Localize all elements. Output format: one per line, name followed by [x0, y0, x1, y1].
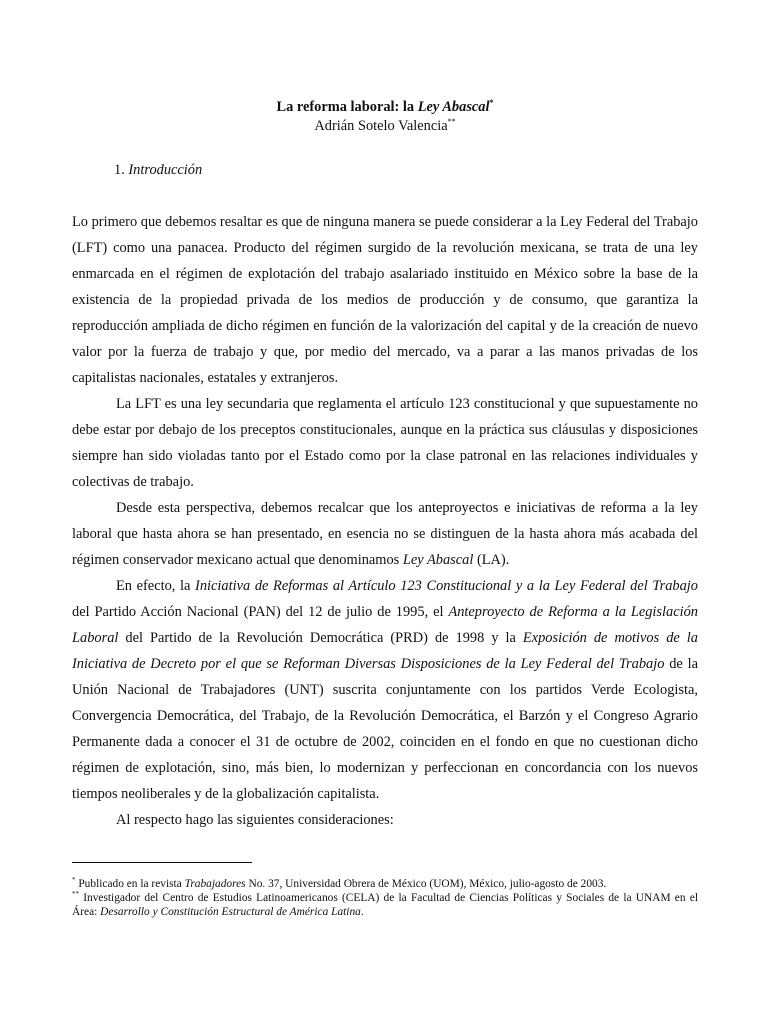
footnote-divider [72, 862, 252, 863]
title-block [72, 98, 698, 136]
paragraph-3-italic: Ley Abascal [402, 552, 474, 568]
paragraph-4-italic-3: Exposición de motivos de la Iniciativa de Decreto por el que se Reforman Diversas Disposiciones de la Ley Federal del Trabajo [72, 630, 698, 672]
paragraph-4-italic-1: Iniciativa de Reformas al Artículo 123 Constitucional y a la Ley Federal del Trabajo [195, 578, 698, 594]
document-title [72, 98, 698, 117]
paragraph-4-text-a: En efecto, la [116, 578, 196, 594]
title-italic: Ley Abascal [417, 99, 490, 115]
footnote-2-italic: Desarrollo y Constitución Estructural de América Latina [100, 906, 361, 918]
footnote-1 [72, 877, 698, 891]
paragraph-4 [72, 573, 698, 807]
footnote-2-text-b: . [360, 906, 364, 918]
paragraph-3 [72, 495, 698, 573]
paragraph-4-text-d: de la Unión Nacional de Trabajadores (UNT) suscrita conjuntamente con los partidos Verde Ecologista, Convergencia Democrática, del Trabajo, de la Revolución Democrática, el Barzón y el Congreso Agrario Permanente dada a conocer el 31 de octubre de 2002, coinciden en el fondo en que no cuestionan dicho régimen de explotación, sino, más bien, lo modernizan y perfeccionan en concordancia con los nuevos tiempos neoliberales y de la globalización capitalista. [72, 656, 698, 802]
footnote-1-text-a: Publicado en la revista [75, 878, 185, 890]
paragraph-2: La LFT es una ley secundaria que reglamenta el artículo 123 constitucional y que supuestamente no debe estar por debajo de los preceptos constitucionales, aunque en la práctica sus cláusulas y disposiciones siempre han sido violadas tanto por el Estado como por la clase patronal en las relaciones individuales y colectivas de trabajo. [72, 396, 698, 490]
paragraph-5: Al respecto hago las siguientes consideraciones: [116, 812, 394, 828]
title-footnote-mark: * [489, 98, 494, 107]
footnote-1-mark: * [72, 876, 76, 884]
footnote-1-text-b: No. 37, Universidad Obrera de México (UOM), México, julio-agosto de 2003. [245, 878, 607, 890]
paragraph-4-text-b: del Partido Acción Nacional (PAN) del 12 de julio de 1995, el [72, 604, 449, 620]
title-text: La reforma laboral: la [276, 99, 418, 115]
author-line [72, 117, 698, 136]
paragraph-4-italic-2: Anteproyecto de Reforma a la Legislación Laboral [72, 604, 698, 646]
footnote-2-text-a: Investigador del Centro de Estudios Latinoamericanos (CELA) de la Facultad de Ciencias Políticas y Sociales de la UNAM en el Área: [72, 892, 698, 918]
footnote-2-mark: ** [72, 890, 79, 898]
author-footnote-mark: ** [447, 117, 456, 126]
paragraph-1: Lo primero que debemos resaltar es que de ninguna manera se puede considerar a la Ley Federal del Trabajo (LFT) como una panacea. Producto del régimen surgido de la revolución mexicana, se trata de una ley enmarcada en el régimen de explotación del trabajo asalariado instituido en México sobre la base de la existencia de la propiedad privada de los medios de producción y de consumo, que garantiza la reproducción ampliada de dicho régimen en función de la valorización del capital y de la creación de nuevo valor por la fuerza de trabajo y que, por medio del mercado, va a parar a las manos privadas de los capitalistas nacionales, estatales y extranjeros. [72, 214, 698, 386]
paragraph-3-text-a: Desde esta perspectiva, debemos recalcar que los anteproyectos e iniciativas de reforma a la ley laboral que hasta ahora se han presentado, en esencia no se distinguen de la hasta ahora más acabada del régimen conservador mexicano actual que denominamos [72, 500, 698, 568]
section-number: 1. [114, 162, 129, 178]
paragraph-3-text-b: (LA). [473, 552, 510, 568]
paragraph-4-text-c: del Partido de la Revolución Democrática (PRD) de 1998 y la [118, 630, 523, 646]
section-title: Introducción [128, 162, 203, 178]
body-text [72, 209, 698, 833]
author-name: Adrián Sotelo Valencia [314, 118, 448, 134]
footnote-1-italic: Trabajadores [184, 878, 246, 890]
footnotes [72, 877, 698, 919]
document-page [72, 0, 698, 1024]
section-heading [114, 161, 202, 180]
footnote-2 [72, 891, 698, 919]
